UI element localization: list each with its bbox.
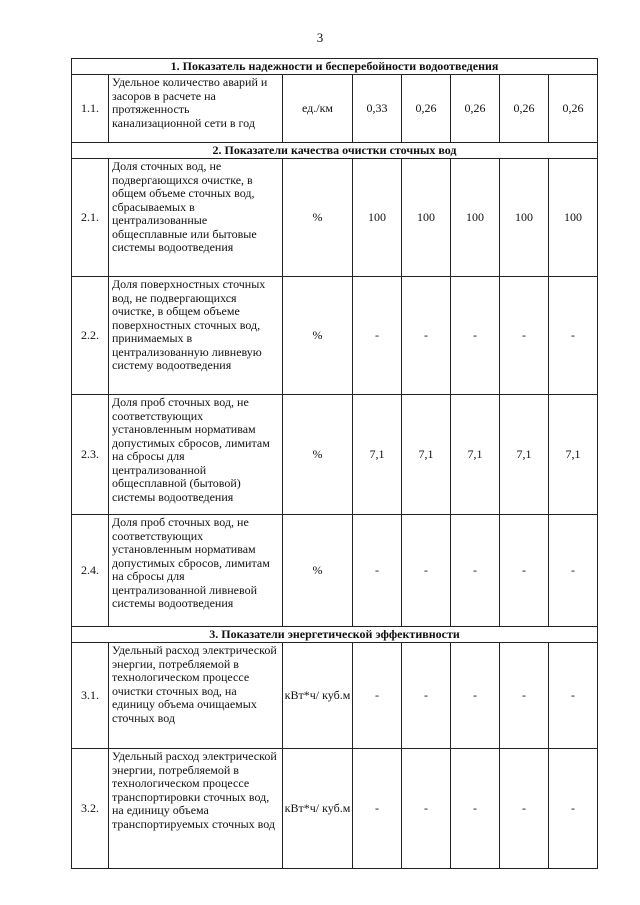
table-row [72, 395, 598, 515]
indicator-name: Доля проб сточных вод, не соответствующих установленным нормативам допустимых сбросов, лимитам на сбросы для централизованной ливневой системы водоотведения [109, 515, 283, 627]
unit-of-measure: % [283, 159, 353, 277]
indicators-table [71, 58, 598, 869]
section-header-row [72, 59, 598, 75]
section-header-row [72, 143, 598, 159]
section-header-row [72, 627, 598, 643]
indicator-value: 100 [451, 159, 500, 277]
indicator-value: - [500, 643, 549, 749]
row-number: 2.4. [72, 515, 109, 627]
indicator-value: - [402, 643, 451, 749]
row-number: 3.1. [72, 643, 109, 749]
section-title: 2. Показатели качества очистки сточных вод [72, 143, 598, 159]
indicator-value: 0,33 [353, 75, 402, 143]
indicator-value: 0,26 [451, 75, 500, 143]
indicator-name: Удельный расход электрической энергии, потребляемой в технологическом процессе очистки сточных вод, на единицу объема очищаемых сточных вод [109, 643, 283, 749]
indicator-name: Доля поверхностных сточных вод, не подвергающихся очистке, в общем объеме поверхностных сточных вод, принимаемых в централизованную ливневую систему водоотведения [109, 277, 283, 395]
indicator-value: 7,1 [500, 395, 549, 515]
indicator-value: 0,26 [549, 75, 598, 143]
indicator-value: - [353, 749, 402, 869]
indicator-value: - [402, 515, 451, 627]
indicator-name: Удельный расход электрической энергии, потребляемой в технологическом процессе транспортировки сточных вод, на единицу объема транспортируемых сточных вод [109, 749, 283, 869]
row-number: 3.2. [72, 749, 109, 869]
row-number: 2.1. [72, 159, 109, 277]
table-row [72, 515, 598, 627]
table-row [72, 159, 598, 277]
indicator-value: 7,1 [402, 395, 451, 515]
indicator-value: - [500, 515, 549, 627]
indicator-value: - [451, 515, 500, 627]
indicator-value: 7,1 [451, 395, 500, 515]
unit-of-measure: % [283, 277, 353, 395]
indicator-value: - [500, 277, 549, 395]
indicator-value: - [451, 643, 500, 749]
indicator-value: - [353, 277, 402, 395]
indicator-value: 7,1 [549, 395, 598, 515]
unit-of-measure: кВт*ч/ куб.м [283, 643, 353, 749]
unit-of-measure: % [283, 395, 353, 515]
indicator-value: - [353, 515, 402, 627]
indicator-value: - [402, 277, 451, 395]
indicator-name: Доля сточных вод, не подвергающихся очистке, в общем объеме сточных вод, сбрасываемых в централизованные общесплавные или бытовые системы водоотведения [109, 159, 283, 277]
indicator-value: 100 [500, 159, 549, 277]
indicator-value: 0,26 [402, 75, 451, 143]
indicator-value: - [451, 277, 500, 395]
unit-of-measure: кВт*ч/ куб.м [283, 749, 353, 869]
row-number: 2.3. [72, 395, 109, 515]
table-row [72, 277, 598, 395]
indicator-value: 7,1 [353, 395, 402, 515]
indicator-value: - [451, 749, 500, 869]
indicator-name: Доля проб сточных вод, не соответствующих установленным нормативам допустимых сбросов, лимитам на сбросы для централизованной общесплавной (бытовой) системы водоотведения [109, 395, 283, 515]
indicator-value: 100 [353, 159, 402, 277]
table-row [72, 749, 598, 869]
indicator-value: - [549, 749, 598, 869]
section-title: 1. Показатель надежности и бесперебойности водоотведения [72, 59, 598, 75]
indicator-value: - [402, 749, 451, 869]
indicator-value: - [353, 643, 402, 749]
row-number: 2.2. [72, 277, 109, 395]
table-row [72, 643, 598, 749]
indicator-value: - [549, 643, 598, 749]
row-number: 1.1. [72, 75, 109, 143]
indicator-value: - [549, 277, 598, 395]
unit-of-measure: ед./км [283, 75, 353, 143]
page-number: 3 [316, 30, 324, 45]
indicator-value: 0,26 [500, 75, 549, 143]
unit-of-measure: % [283, 515, 353, 627]
indicator-value: - [549, 515, 598, 627]
table-row [72, 75, 598, 143]
table-body [72, 59, 598, 869]
indicator-value: 100 [549, 159, 598, 277]
indicator-name: Удельное количество аварий и засоров в расчете на протяженность канализационной сети в год [109, 75, 283, 143]
indicator-value: 100 [402, 159, 451, 277]
indicator-value: - [500, 749, 549, 869]
section-title: 3. Показатели энергетической эффективности [72, 627, 598, 643]
